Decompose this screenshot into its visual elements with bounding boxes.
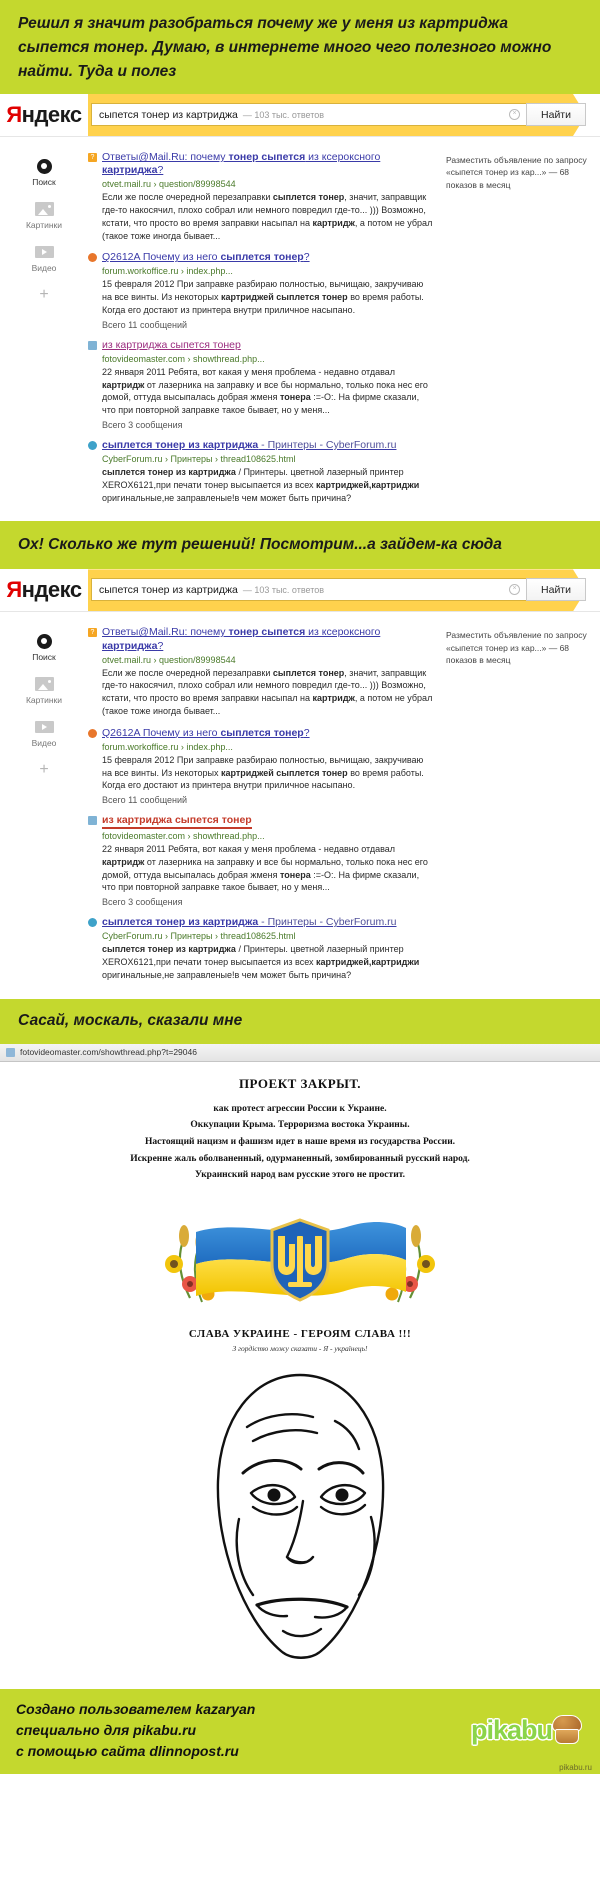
result-title-bold2: картриджа	[102, 164, 158, 177]
snippet-post: , а потом не убрал (такое тоже иногда бывает...	[102, 693, 433, 716]
snippet-mid: , значит, заправщик где-то накосячил, плохо собрал или немного повредил где-то... ))) Возможно, кстати, что просто во время заправки насыпал на	[102, 192, 427, 228]
snippet-bold2: картриджей,картриджи	[316, 479, 420, 490]
result-url[interactable]: otvet.mail.ru › question/89998544	[102, 654, 236, 665]
result-title-link[interactable]	[102, 916, 396, 929]
result-snippet	[102, 843, 440, 894]
sidebar-item-more[interactable]	[0, 761, 88, 779]
sidebar-item-search-label: Поиск	[32, 177, 56, 188]
ad-text[interactable]: Разместить объявление по запросу «сыпется тонер из кар...» — 68 показов в месяц	[446, 630, 587, 666]
snippet-bold2: картридж	[312, 693, 355, 704]
footer-line-3: с помощью сайта dlinnopost.ru	[16, 1742, 239, 1759]
cyberforum-favicon	[88, 441, 97, 450]
browser-address-bar[interactable]	[0, 1044, 600, 1062]
sidebar-item-images-label: Картинки	[25, 220, 63, 231]
sidebar-item-video[interactable]	[0, 718, 88, 748]
video-play-icon	[0, 718, 88, 736]
result-title-link[interactable]	[102, 727, 310, 740]
result-title-pre: Ответы@Mail.Ru: почему	[102, 626, 229, 639]
result-title-link[interactable]	[102, 339, 241, 352]
okay-guy-meme-face-icon	[195, 1369, 405, 1669]
result-url[interactable]: CyberForum.ru › Принтеры › thread108625.html	[102, 454, 296, 465]
pikabu-watermark: pikabu.ru	[559, 1762, 592, 1772]
snippet-mid: от лазерника на заправку и все бы нормально, только пока нес его домой, оттуда высыпалась добрая жменя	[102, 379, 428, 403]
search-input[interactable]	[91, 578, 526, 601]
result-title-bold2: картриджа	[102, 639, 158, 652]
result-snippet	[102, 366, 440, 417]
result-title-pre: Q2612A Почему из него	[102, 726, 221, 739]
caption-band-2: Ох! Сколько же тут решений! Посмотрим...а зайдем-ка сюда	[0, 521, 600, 569]
snippet-mid: во время работы. Когда его достают из принтера внутри приличное насыпано.	[102, 767, 424, 791]
result-title-pre: из картриджа сыпется тонер	[102, 338, 241, 351]
result-url[interactable]: fotovideomaster.com › showthread.php...	[102, 831, 265, 842]
workoffice-favicon	[88, 729, 97, 738]
site-heading: ПРОЕКТ ЗАКРЫТ.	[238, 1075, 362, 1091]
snippet-bold1: сыплется тонер	[272, 667, 345, 678]
result-title-link[interactable]	[102, 439, 396, 452]
snippet-bold1: картриджей сыплется тонер	[220, 767, 348, 778]
workoffice-favicon	[88, 253, 97, 262]
result-snippet	[102, 191, 440, 242]
yandex-header	[0, 569, 600, 612]
result-url[interactable]: forum.workoffice.ru › index.php...	[102, 266, 233, 277]
result-title-post: ?	[303, 251, 310, 264]
footer-credit-text	[16, 1699, 471, 1762]
sidebar-item-search[interactable]	[0, 632, 88, 662]
find-button[interactable]: Найти	[526, 103, 586, 126]
serp-body	[0, 137, 600, 521]
image-icon	[0, 200, 88, 218]
snippet-mid: во время работы. Когда его достают из принтера внутри приличное насыпано.	[102, 292, 424, 316]
result-heading	[88, 251, 440, 264]
result-title-bold1: тонер сыпется	[228, 626, 306, 639]
cupcake-base	[555, 1729, 579, 1744]
search-result-item	[88, 251, 440, 329]
fotovideomaster-favicon	[88, 816, 97, 825]
search-result-item	[88, 916, 440, 981]
snippet-pre: 15 февраля 2012 При заправке разбираю полностью, вычищаю, закручиваю на все винты. Из некоторых	[102, 279, 424, 303]
result-heading	[88, 727, 440, 740]
snippet-post: :=-O:. На фирме сказали, что при повторной заправке такое бывает, но у меня...	[102, 392, 420, 416]
snippet-bold1: сыплется тонер из картриджа	[102, 944, 236, 955]
result-heading	[88, 339, 440, 352]
search-result-item	[88, 727, 440, 805]
snippet-bold2: тонера	[280, 869, 311, 880]
clicked-result-link[interactable]: из картриджа сыпется тонер	[102, 814, 252, 829]
sidebar-item-video[interactable]	[0, 243, 88, 273]
footer-line-2: специально для pikabu.ru	[16, 1721, 197, 1738]
result-title-pre: Ответы@Mail.Ru: почему	[102, 151, 229, 164]
image-icon	[0, 675, 88, 693]
search-query-text: сыпется тонер из картриджа	[99, 108, 238, 121]
search-result-item	[88, 439, 440, 504]
yandex-serp-second	[0, 569, 600, 998]
website-screenshot	[0, 1044, 600, 1689]
result-title-post: - Принтеры - CyberForum.ru	[258, 438, 397, 451]
snippet-bold1: сыплется тонер из картриджа	[102, 467, 236, 478]
site-line: Настоящий нацизм и фашизм идет в наше время из государства России.	[144, 1136, 456, 1147]
snippet-bold1: картридж	[102, 379, 145, 390]
plus-icon: +	[39, 761, 49, 779]
mail-favicon: ?	[88, 628, 97, 637]
snippet-bold1: сыплется тонер	[272, 192, 345, 203]
video-play-icon	[0, 243, 88, 261]
sidebar-item-images-label: Картинки	[25, 695, 63, 706]
site-line: Оккупации Крыма. Терроризма востока Украины.	[190, 1120, 410, 1131]
result-title-link[interactable]	[102, 251, 310, 264]
result-title-link[interactable]	[102, 626, 440, 652]
site-content	[0, 1062, 600, 1689]
result-title-post: - Принтеры - CyberForum.ru	[258, 916, 397, 929]
snippet-bold1: картриджей сыплется тонер	[220, 292, 348, 303]
site-line: Украинский народ вам русские этого не простит.	[195, 1170, 405, 1181]
result-title-link[interactable]	[102, 151, 440, 177]
sidebar-item-search[interactable]	[0, 157, 88, 187]
snippet-pre: 15 февраля 2012 При заправке разбираю полностью, вычищаю, закручиваю на все винты. Из некоторых	[102, 754, 424, 778]
sidebar-item-images[interactable]	[0, 675, 88, 705]
yandex-logo-ndex: ндекс	[21, 101, 82, 127]
result-title-post: ?	[157, 164, 164, 177]
site-line: как протест агрессии России к Украине.	[213, 1103, 387, 1114]
result-title-bold1: сыплется тонер из картриджа	[102, 438, 259, 451]
search-query-text: сыпется тонер из картриджа	[99, 583, 238, 596]
search-area	[88, 100, 600, 129]
snippet-pre: 22 января 2011 Ребята, вот какая у меня проблема - недавно отдавал	[102, 844, 396, 855]
result-snippet	[102, 943, 440, 981]
snippet-bold2: картриджей,картриджи	[316, 957, 420, 968]
search-results-hint: — 103 тыс. ответов	[242, 109, 325, 120]
snippet-pre: Если же после очередной перезаправки	[102, 667, 273, 678]
clear-icon[interactable]: ×	[509, 109, 520, 120]
yandex-logo[interactable]	[0, 101, 88, 127]
yandex-serp-first	[0, 94, 600, 521]
snippet-post: :=-O:. На фирме сказали, что при повторной заправке такое бывает, но у меня...	[102, 869, 420, 893]
mail-favicon: ?	[88, 153, 97, 162]
snippet-bold2: картридж	[312, 217, 355, 228]
ad-sidebar	[440, 137, 600, 191]
search-input[interactable]	[91, 103, 526, 126]
yandex-logo-ndex: ндекс	[21, 576, 82, 602]
result-title-bold1: сыплется тонер	[220, 251, 304, 264]
address-bar-url: fotovideomaster.com/showthread.php?t=29046	[20, 1047, 197, 1058]
result-more-messages[interactable]: Всего 3 сообщения	[102, 897, 183, 908]
site-favicon	[6, 1048, 15, 1057]
result-url[interactable]: fotovideomaster.com › showthread.php...	[102, 353, 265, 364]
result-title-pre: Q2612A Почему из него	[102, 251, 221, 264]
clear-icon[interactable]: ×	[509, 584, 520, 595]
snippet-mid: от лазерника на заправку и все бы нормально, только пока нес его домой, оттуда высыпалась добрая жменя	[102, 856, 428, 880]
sidebar-item-images[interactable]	[0, 200, 88, 230]
result-more-messages[interactable]: Всего 11 сообщений	[102, 319, 188, 330]
result-url[interactable]: otvet.mail.ru › question/89998544	[102, 179, 236, 190]
footer-line-1: Создано пользователем kazaryan	[16, 1700, 256, 1717]
yandex-logo[interactable]	[0, 576, 88, 602]
yandex-logo-ya: Я	[6, 101, 22, 127]
result-title-bold1: сыплется тонер из картриджа	[102, 916, 259, 929]
result-title-bold1: сыплется тонер	[220, 726, 304, 739]
snippet-mid: / Принтеры. цветной лазерный принтер XEROX6121,при печати тонер высыпается из всех	[102, 467, 404, 490]
pikabu-logo[interactable]: pikabu	[470, 1714, 552, 1745]
snippet-pre: Если же после очередной перезаправки	[102, 192, 273, 203]
snippet-mid: / Принтеры. цветной лазерный принтер XEROX6121,при печати тонер высыпается из всех	[102, 944, 404, 968]
snippet-bold1: картридж	[102, 856, 145, 867]
search-results-list	[88, 612, 440, 998]
ad-sidebar	[440, 612, 600, 666]
snippet-post: оригинальные,не заправленые!в чем может быть причина?	[102, 492, 352, 503]
result-title-bold1: тонер сыпется	[228, 151, 306, 164]
result-heading	[88, 626, 440, 652]
result-heading	[88, 151, 440, 177]
sidebar-item-more[interactable]	[0, 286, 88, 304]
search-results-list	[88, 137, 440, 521]
snippet-post: , а потом не убрал (такое тоже иногда бывает...	[102, 217, 433, 241]
result-heading	[88, 916, 440, 929]
search-result-item	[88, 339, 440, 430]
ad-text[interactable]: Разместить объявление по запросу «сыпется тонер из кар...» — 68 показов в месяц	[446, 155, 587, 190]
result-title-post: ?	[157, 639, 164, 652]
caption-band-1: Решил я значит разобраться почему же у меня из картриджа сыпется тонер. Думаю, в интернете много чего полезного можно найти. Туда и полез	[0, 0, 600, 94]
cyberforum-favicon	[88, 918, 97, 927]
snippet-post: оригинальные,не заправленые!в чем может быть причина?	[102, 969, 352, 980]
fotovideomaster-favicon	[88, 341, 97, 350]
result-more-messages[interactable]: Всего 11 сообщений	[102, 795, 188, 806]
pikabu-footer	[0, 1689, 600, 1774]
okay-face-illustration	[195, 1369, 405, 1669]
search-dot-icon	[0, 632, 88, 650]
result-title-post: ?	[303, 726, 310, 739]
cupcake-icon	[550, 1715, 584, 1745]
result-heading	[88, 439, 440, 452]
sidebar-item-video-label: Видео	[31, 263, 57, 274]
site-slogan: СЛАВА УКРАИНЕ - ГЕРОЯМ СЛАВА !!!	[188, 1327, 412, 1340]
result-more-messages[interactable]: Всего 3 сообщения	[102, 419, 183, 430]
search-result-item	[88, 151, 440, 242]
search-dot-icon	[0, 157, 88, 175]
snippet-mid: , значит, заправщик где-то накосячил, плохо собрал или немного повредил где-то... ))) Возможно, кстати, что просто во время заправки насыпал на	[102, 667, 427, 704]
left-nav	[0, 612, 88, 792]
result-title-mid: из ксероксного	[305, 626, 381, 639]
site-slogan-sub: З гордістю можу сказати - Я - українець!	[232, 1343, 368, 1353]
result-snippet	[102, 667, 440, 718]
flag-and-coat-of-arms-icon	[150, 1198, 450, 1318]
result-url[interactable]: CyberForum.ru › Принтеры › thread108625.html	[102, 931, 296, 942]
result-snippet	[102, 278, 440, 316]
result-snippet	[102, 754, 440, 792]
left-nav	[0, 137, 88, 317]
search-result-item	[88, 626, 440, 717]
find-button[interactable]: Найти	[526, 578, 586, 601]
caption-band-3: Сасай, москаль, сказали мне	[0, 999, 600, 1044]
result-title-mid: из ксероксного	[305, 151, 381, 164]
result-url[interactable]: forum.workoffice.ru › index.php...	[102, 741, 233, 752]
search-result-item-highlighted	[88, 814, 440, 907]
plus-icon: +	[39, 286, 49, 304]
sidebar-item-search-label: Поиск	[32, 652, 56, 663]
serp-body	[0, 612, 600, 998]
snippet-pre: 22 января 2011 Ребята, вот какая у меня проблема - недавно отдавал	[102, 366, 396, 377]
ukraine-emblem-illustration	[150, 1198, 450, 1318]
snippet-bold2: тонера	[280, 392, 311, 403]
result-heading	[88, 814, 440, 829]
sidebar-item-video-label: Видео	[31, 738, 57, 749]
search-results-hint: — 103 тыс. ответов	[242, 584, 325, 595]
result-snippet	[102, 466, 440, 504]
yandex-logo-ya: Я	[6, 576, 22, 602]
site-line: Искренне жаль оболваненный, одурманенный, зомбированный русский народ.	[130, 1153, 470, 1164]
yandex-header	[0, 94, 600, 137]
search-area	[88, 575, 600, 604]
